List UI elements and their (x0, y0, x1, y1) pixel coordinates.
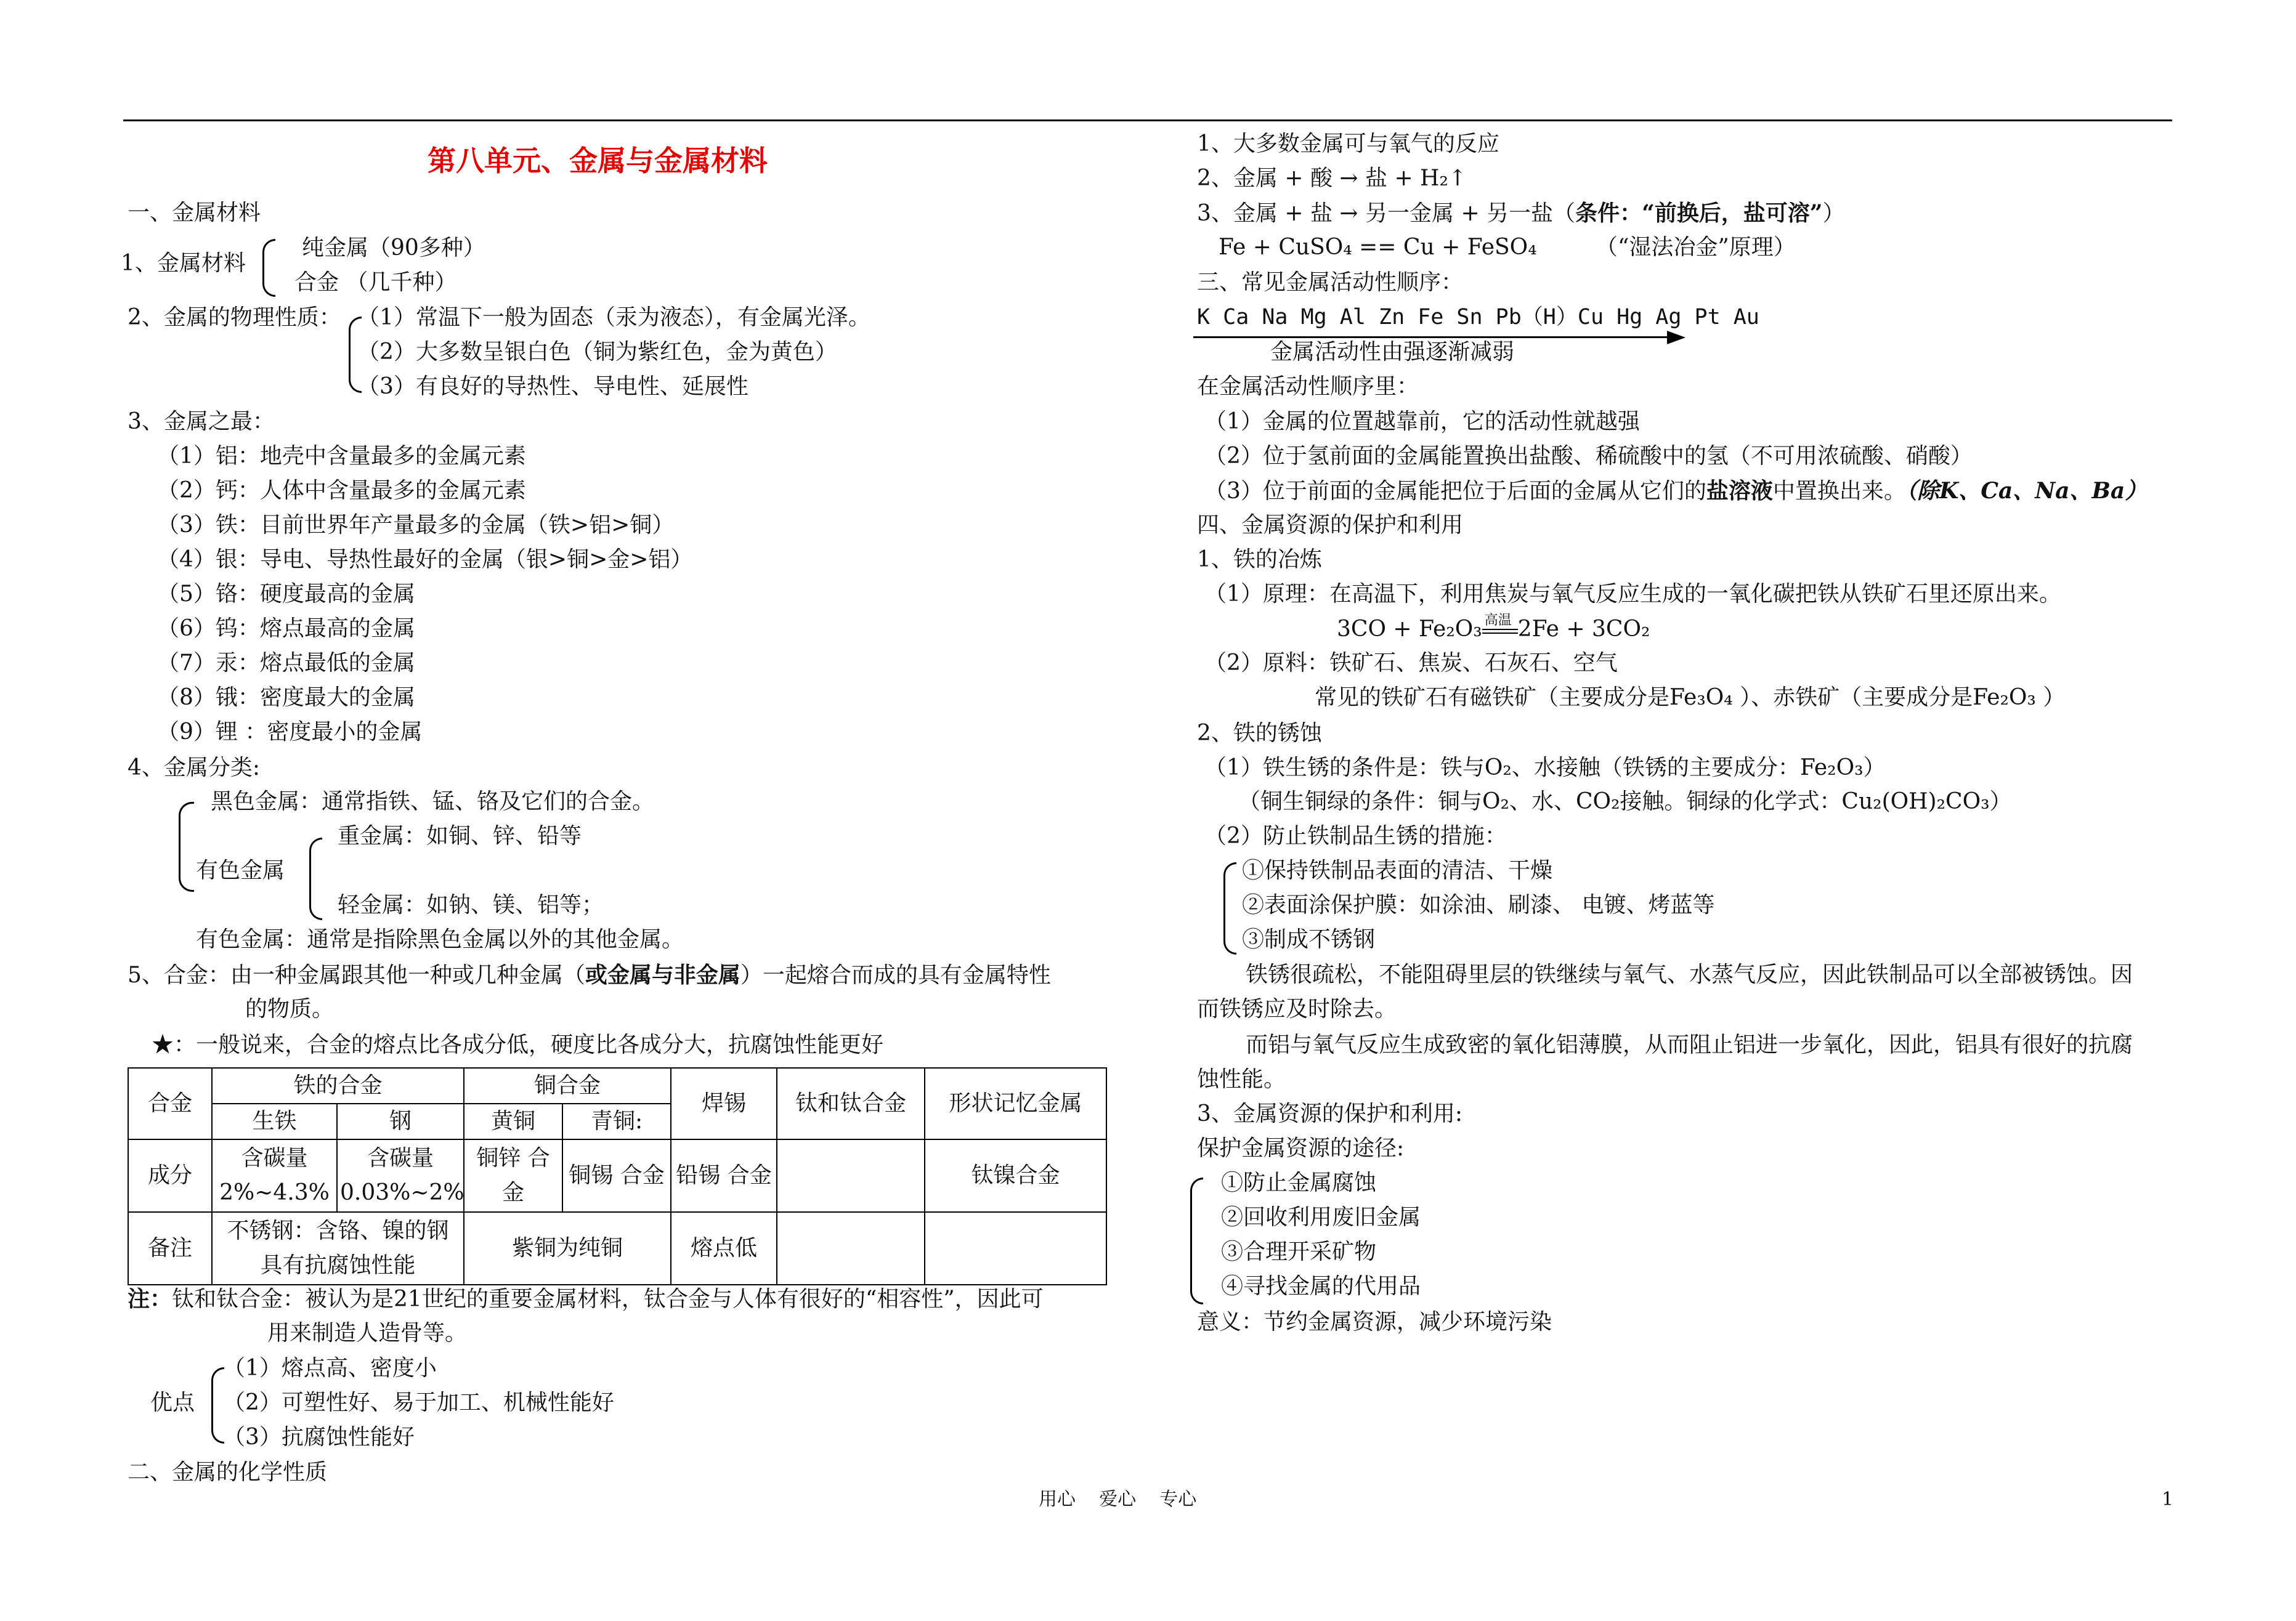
alloy-definition-cont: 的物质。 (245, 996, 335, 1022)
heavy-metal-text: 重金属：如铜、锌、铅等 (338, 823, 582, 849)
aluminum-paragraph-cont: 蚀性能。 (1197, 1067, 1286, 1092)
brace (211, 1367, 224, 1444)
table-header: 钛和钛合金 (777, 1068, 925, 1139)
rust-prevention-heading: （2）防止铁制品生锈的措施： (1204, 823, 1507, 849)
list-item: （7）汞：熔点最低的金属 (157, 650, 415, 676)
section-heading-chemical-properties: 二、金属的化学性质 (128, 1460, 328, 1485)
nonferrous-metal-label: 有色金属 (196, 858, 285, 883)
footer-motto: 用心 爱心 专心 (1039, 1489, 1197, 1510)
list-item: （9）锂 ：密度最小的金属 (157, 719, 423, 745)
section-heading-metal-materials: 一、金属材料 (128, 200, 261, 225)
list-item: （1）熔点高、密度小 (223, 1356, 437, 1381)
equation-fe-cuso4: Fe + CuSO₄ == Cu + FeSO₄ (1219, 235, 1537, 260)
section-heading-resource-protection: 四、金属资源的保护和利用 (1197, 512, 1464, 538)
table-cell: 铅锡 合金 (671, 1139, 777, 1212)
table-header: 铜合金 (464, 1068, 671, 1104)
table-cell (777, 1212, 925, 1285)
list-item: ③制成不锈钢 (1242, 927, 1376, 952)
section-heading-activity-series: 三、常见金属活动性顺序： (1197, 270, 1464, 295)
list-item: （4）银：导电、导热性最好的金属（银>铜>金>铝） (157, 547, 693, 572)
smelting-principle: （1）原理：在高温下，利用焦炭与氧气反应生成的一氧化碳把铁从铁矿石里还原出来。 (1204, 581, 2061, 607)
activity-series-note: 金属活动性由强逐渐减弱 (1270, 339, 1515, 365)
table-cell: 熔点低 (671, 1212, 777, 1285)
brace (1190, 1178, 1203, 1304)
reaction-oxygen: 1、大多数金属可与氧气的反应 (1197, 131, 1499, 156)
table-header: 合金 (128, 1068, 212, 1139)
list-item: （3）铁：目前世界年产量最多的金属（铁>铝>铜） (157, 512, 675, 538)
list-item: ②表面涂保护膜：如涂油、刷漆、 电镀、烤蓝等 (1242, 892, 1715, 918)
arrow-icon (1667, 331, 1685, 344)
list-item: ③合理开采矿物 (1221, 1239, 1377, 1264)
titanium-note-cont: 用来制造人造骨等。 (267, 1320, 468, 1346)
list-item: （1）常温下一般为固态（汞为液态），有金属光泽。 (357, 305, 870, 330)
star-note: ★：一般说来，合金的熔点比各成分低，硬度比各成分大，抗腐蚀性能更好 (152, 1032, 884, 1057)
iron-smelting-heading: 1、铁的冶炼 (1197, 547, 1322, 572)
table-header: 铁的合金 (212, 1068, 464, 1104)
aluminum-paragraph: 而铝与氧气反应生成致密的氧化铝薄膜，从而阻止铝进一步氧化，因此，铝具有很好的抗腐 (1246, 1032, 2133, 1057)
table-cell (925, 1212, 1106, 1285)
list-item: （3）有良好的导热性、导电性、延展性 (357, 374, 748, 399)
table-cell: 铜锡 合金 (562, 1139, 671, 1212)
metal-materials-label: 1、金属材料 (121, 251, 246, 276)
rust-paragraph: 铁锈很疏松，不能阻碍里层的铁继续与氧气、水蒸气反应，因此铁制品可以全部被锈蚀。因 (1246, 962, 2133, 987)
list-item: ②回收利用废旧金属 (1221, 1205, 1421, 1230)
protection-ways-label: 保护金属资源的途径: (1197, 1136, 1405, 1161)
table-cell: 钛镍合金 (925, 1139, 1106, 1212)
list-item: ①保持铁制品表面的清洁、干燥 (1242, 858, 1553, 883)
page-number: 1 (2162, 1489, 2174, 1510)
table-cell: 不锈钢：含铬、镍的钢 具有抗腐蚀性能 (212, 1212, 464, 1285)
table-row-label: 备注 (128, 1212, 212, 1285)
metal-superlatives-label: 3、金属之最： (128, 409, 275, 434)
list-item: （1）铝：地壳中含量最多的金属元素 (157, 443, 526, 469)
rust-conditions: （1）铁生锈的条件是：铁与O₂、水接触（铁锈的主要成分：Fe₂O₃） (1204, 755, 1886, 780)
advantages-label: 优点 (150, 1390, 195, 1415)
table-subheader: 黄铜 (464, 1104, 562, 1139)
activity-series: K Ca Na Mg Al Zn Fe Sn Pb（H）Cu Hg Ag Pt Au (1197, 305, 1759, 329)
reaction-acid: 2、金属 + 酸 → 盐 + H₂↑ (1197, 166, 1467, 191)
protection-meaning: 意义：节约金属资源，减少环境污染 (1197, 1309, 1552, 1335)
rust-paragraph-cont: 而铁锈应及时除去。 (1197, 996, 1397, 1022)
smelting-materials: （2）原料：铁矿石、焦炭、石灰石、空气 (1204, 650, 1618, 676)
brace (262, 239, 275, 297)
ferrous-metal-text: 黑色金属：通常指铁、锰、铬及它们的合金。 (211, 789, 655, 814)
alloy-definition: 5、合金：由一种金属跟其他一种或几种金属（或金属与非金属）一起熔合而成的具有金属特性 (128, 962, 1051, 988)
header-rule (123, 119, 2172, 121)
titanium-note: 注：钛和钛合金：被认为是21世纪的重要金属材料，钛合金与人体有很好的“相容性”，因此可 (128, 1286, 1044, 1312)
brace (309, 838, 322, 920)
brace (1223, 862, 1236, 955)
metal-classification-label: 4、金属分类: (128, 755, 261, 780)
list-item: （6）钨：熔点最高的金属 (157, 616, 415, 641)
table-cell: 含碳量 2%~4.3% (212, 1139, 337, 1212)
alloy-table (128, 1067, 1107, 1285)
equation-note: （“湿法冶金”原理） (1596, 235, 1796, 260)
list-item: （5）铬：硬度最高的金属 (157, 581, 415, 607)
copper-patina-conditions: （铜生铜绿的条件：铜与O₂、水、CO₂接触。铜绿的化学式：Cu₂(OH)₂CO₃） (1238, 789, 2012, 814)
table-cell: 紫铜为纯铜 (464, 1212, 671, 1285)
list-item: ①防止金属腐蚀 (1221, 1170, 1377, 1195)
reaction-salt: 3、金属 + 盐 → 另一金属 + 另一盐（条件：“前换后，盐可溶”） (1197, 200, 1845, 226)
list-item: （2）大多数呈银白色（铜为紫红色，金为黄色） (357, 339, 837, 365)
brace (179, 802, 194, 892)
list-item: 纯金属（90多种） (302, 235, 485, 261)
table-subheader: 青铜: (562, 1104, 671, 1139)
nonferrous-metal-note: 有色金属：通常是指除黑色金属以外的其他金属。 (196, 927, 684, 952)
table-subheader: 钢 (337, 1104, 464, 1139)
table-subheader: 生铁 (212, 1104, 337, 1139)
table-header: 形状记忆金属 (925, 1068, 1106, 1139)
resource-protection-heading: 3、金属资源的保护和利用: (1197, 1101, 1463, 1126)
table-cell (777, 1139, 925, 1212)
list-item: （3）位于前面的金属能把位于后面的金属从它们的盐溶液中置换出来。（除K、Ca、Na、Ba） (1204, 478, 2148, 504)
light-metal-text: 轻金属：如钠、镁、铝等； (338, 892, 604, 918)
list-item: 合金 （几千种） (294, 270, 457, 295)
physical-properties-label: 2、金属的物理性质： (128, 305, 341, 330)
iron-rusting-heading: 2、铁的锈蚀 (1197, 721, 1322, 746)
list-item: （2）位于氢前面的金属能置换出盐酸、稀硫酸中的氢（不可用浓硫酸、硝酸） (1204, 443, 1973, 469)
list-item: （1）金属的位置越靠前，它的活动性就越强 (1204, 409, 1640, 434)
smelting-equation: 3CO + Fe₂O₃ 高温 2Fe + 3CO₂ (1337, 613, 1650, 642)
table-cell: 铜锌 合金 (464, 1139, 562, 1212)
iron-ores: 常见的铁矿石有磁铁矿（主要成分是Fe₃O₄ ）、赤铁矿（主要成分是Fe₂O₃ ） (1315, 685, 2066, 710)
list-item: ④寻找金属的代用品 (1221, 1274, 1421, 1299)
activity-rules-intro: 在金属活动性顺序里： (1197, 374, 1419, 399)
list-item: （3）抗腐蚀性能好 (223, 1425, 415, 1450)
list-item: （2）钙：人体中含量最多的金属元素 (157, 478, 526, 503)
page-title: 第八单元、金属与金属材料 (428, 144, 768, 177)
list-item: （8）锇：密度最大的金属 (157, 685, 415, 710)
table-cell: 含碳量 0.03%~2% (337, 1139, 464, 1212)
table-row-label: 成分 (128, 1139, 212, 1212)
table-header: 焊锡 (671, 1068, 777, 1139)
list-item: （2）可塑性好、易于加工、机械性能好 (223, 1390, 614, 1415)
activity-arrow-line (1193, 336, 1669, 338)
